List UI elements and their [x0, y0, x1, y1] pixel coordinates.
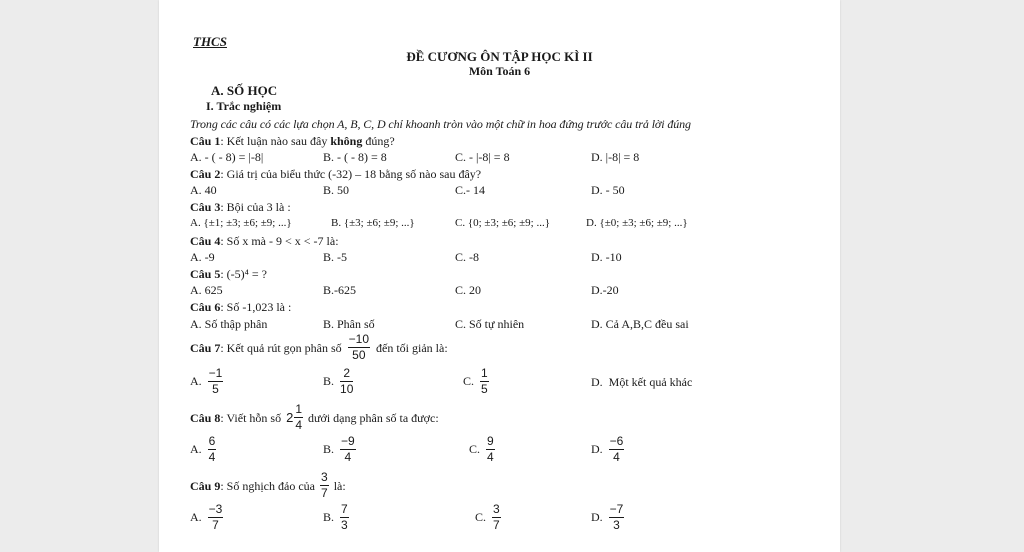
q6-option-c[interactable]: C. Số tự nhiên — [455, 317, 525, 331]
school-label: THCS — [193, 34, 227, 49]
q7-option-d[interactable]: D. Một kết quả khác — [591, 375, 693, 389]
q8-option-b[interactable]: B. $\frac{-9}{4}$ — [323, 434, 355, 464]
q8-option-c[interactable]: C. $\frac{9}{4}$ — [469, 434, 494, 464]
q2-option-a[interactable]: A. 40 — [190, 183, 217, 197]
question-label: Câu 4 — [190, 234, 221, 248]
question-2: Câu 2: Giá trị của biểu thức (-32) – 18 bằng số nào sau đây? — [190, 167, 482, 181]
q3-option-a[interactable]: A. {±1; ±3; ±6; ±9; ...} — [190, 217, 292, 229]
fraction: $\frac{3}{7}$ — [321, 470, 328, 500]
q6-option-a[interactable]: A. Số thập phân — [190, 317, 268, 331]
fraction: $\frac{2}{10}$ — [340, 366, 354, 396]
q3-option-d[interactable]: D. {±0; ±3; ±6; ±9; ...} — [586, 217, 688, 229]
q2-option-b[interactable]: B. 50 — [323, 183, 350, 197]
q4-option-c[interactable]: C. -8 — [455, 250, 479, 264]
question-label: Câu 9 — [190, 478, 221, 493]
q1-option-b[interactable]: B. - ( - 8) = 8 — [323, 150, 387, 164]
fraction: $\frac{9}{4}$ — [487, 434, 494, 464]
fraction: $\frac{3}{7}$ — [493, 502, 500, 532]
q1-option-a[interactable]: A. - ( - 8) = |-8| — [190, 150, 264, 164]
q9-option-a[interactable]: A. $\frac{-3}{7}$ — [190, 502, 223, 532]
q7-option-a[interactable]: A. $\frac{-1}{5}$ — [190, 366, 223, 396]
fraction: $\frac{-6}{4}$ — [609, 434, 624, 464]
document-title: ĐỀ CƯƠNG ÔN TẬP HỌC KÌ II — [406, 49, 593, 64]
fraction: $\frac{-9}{4}$ — [341, 434, 355, 464]
q7-option-c[interactable]: C. $\frac{1}{5}$ — [463, 366, 488, 396]
question-label: Câu 7 — [190, 340, 221, 355]
fraction: $\frac{7}{3}$ — [341, 502, 348, 532]
q8-option-a[interactable]: A. $\frac{6}{4}$ — [190, 434, 216, 464]
q3-option-b[interactable]: B. {±3; ±6; ±9; ...} — [331, 217, 415, 229]
question-label: Câu 3 — [190, 200, 221, 214]
q4-option-b[interactable]: B. -5 — [323, 250, 347, 264]
question-label: Câu 8 — [190, 410, 221, 425]
question-8: Câu 8: Viết hỗn số 2 $\frac{1}{4}$ dưới dạng phân số ta được: — [190, 402, 439, 432]
question-7: Câu 7: Kết quả rút gọn phân số $\frac{-10}{50}$ đến tối giản là: — [190, 332, 448, 362]
q8-option-d[interactable]: D. $\frac{-6}{4}$ — [591, 434, 624, 464]
question-label: Câu 6 — [190, 300, 221, 314]
fraction: $\frac{-10}{50}$ — [348, 332, 370, 362]
fraction: $\frac{6}{4}$ — [208, 434, 216, 464]
question-5: Câu 5: (-5)⁴ = ? — [190, 267, 267, 281]
fraction: $\frac{-1}{5}$ — [208, 366, 223, 396]
q9-option-d[interactable]: D. $\frac{-7}{3}$ — [591, 502, 624, 532]
q9-option-c[interactable]: C. $\frac{3}{7}$ — [475, 502, 500, 532]
q1-option-c[interactable]: C. - |-8| = 8 — [455, 150, 510, 164]
document-page — [159, 0, 840, 552]
q4-option-a[interactable]: A. -9 — [190, 250, 215, 264]
document-subject: Môn Toán 6 — [468, 64, 531, 78]
section-heading-a: A. SỐ HỌC — [211, 83, 278, 98]
q7-option-b[interactable]: B. $\frac{2}{10}$ — [323, 366, 354, 396]
question-1: Câu 1: Kết luận nào sau đây không đúng? — [190, 134, 395, 148]
q4-option-d[interactable]: D. -10 — [591, 250, 622, 264]
q6-option-b[interactable]: B. Phân số — [323, 317, 375, 331]
question-9: Câu 9: Số nghịch đảo của $\frac{3}{7}$ là: — [190, 470, 346, 500]
question-6: Câu 6: Số -1,023 là : — [190, 300, 292, 314]
q5-option-d[interactable]: D.-20 — [591, 283, 619, 297]
mixed-number: 2 $\frac{1}{4}$ — [286, 402, 302, 432]
q5-option-c[interactable]: C. 20 — [455, 283, 482, 297]
q2-option-c[interactable]: C.- 14 — [455, 183, 485, 197]
q3-option-c[interactable]: C. {0; ±3; ±6; ±9; ...} — [455, 217, 550, 229]
q2-option-d[interactable]: D. - 50 — [591, 183, 625, 197]
question-label: Câu 5 — [190, 267, 221, 281]
fraction: $\frac{1}{5}$ — [481, 366, 488, 396]
q5-option-b[interactable]: B.-625 — [323, 283, 356, 297]
question-label: Câu 2 — [190, 167, 221, 181]
question-4: Câu 4: Số x mà - 9 < x < -7 là: — [190, 234, 339, 248]
q1-option-d[interactable]: D. |-8| = 8 — [591, 150, 640, 164]
fraction: $\frac{-3}{7}$ — [208, 502, 223, 532]
question-3: Câu 3: Bội của 3 là : — [190, 200, 291, 214]
q6-option-d[interactable]: D. Cả A,B,C đều sai — [591, 317, 689, 331]
instruction-text: Trong các câu có các lựa chọn A, B, C, D chỉ khoanh tròn vào một chữ in hoa đứng trước câu trả lời đúng — [190, 117, 691, 131]
q5-option-a[interactable]: A. 625 — [190, 283, 223, 297]
section-heading-i: I. Trắc nghiệm — [206, 99, 282, 113]
fraction: $\frac{-7}{3}$ — [609, 502, 624, 532]
q9-option-b[interactable]: B. $\frac{7}{3}$ — [323, 502, 348, 532]
question-label: Câu 1 — [190, 134, 221, 148]
